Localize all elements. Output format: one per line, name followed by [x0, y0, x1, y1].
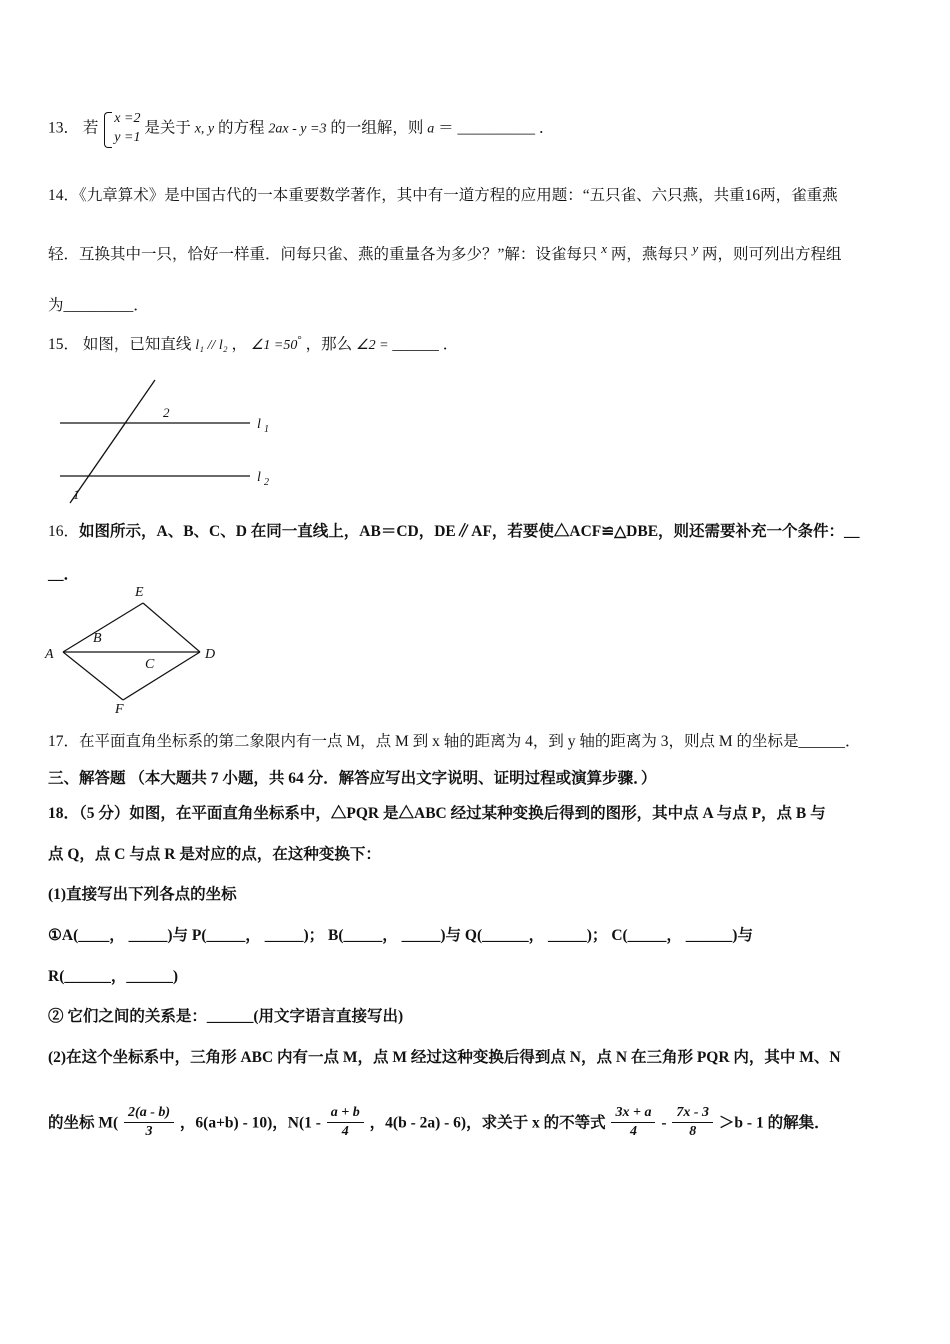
- svg-text:l: l: [257, 417, 261, 432]
- q15-degree-symbol: °: [297, 334, 302, 346]
- svg-text:E: E: [135, 585, 144, 600]
- q18-pt-a: ①A(____，: [48, 927, 125, 945]
- q18-text1: 如图，在平面直角坐标系中，△PQR 是△ABC 经过某种变换后得到的图形，其中点 A 与点 P，点 B 与: [129, 805, 826, 822]
- q14-text3: 为: [48, 296, 64, 314]
- q18-line2: 点 Q，点 C 与点 R 是对应的点，在这种变换下：: [48, 845, 381, 863]
- q14-var-x: x: [601, 240, 608, 256]
- q18-line8: [48, 1105, 928, 1140]
- q17-period: ．: [845, 733, 861, 750]
- q18-frac3-denominator: 4: [629, 1123, 637, 1139]
- q18-line4: [48, 922, 928, 951]
- q18-frac2-numerator: a + b: [330, 1104, 360, 1120]
- q18-line1: [48, 800, 928, 829]
- q15-parallel-lines: l₁ // l₂: [195, 338, 228, 354]
- question-13: [48, 110, 908, 148]
- q16-line1: [48, 518, 918, 547]
- svg-text:1: 1: [73, 487, 80, 502]
- q18-fraction-4: [672, 1105, 713, 1140]
- q13-mid2: 的方程: [218, 119, 265, 137]
- q14-line3: [48, 292, 918, 321]
- q18-score: （5 分）: [79, 805, 130, 822]
- q18-l8-e: ＞b - 1 的解集．: [718, 1114, 830, 1132]
- section-title: 三、解答题: [48, 770, 126, 787]
- q18-fraction-3: [611, 1105, 655, 1140]
- q18-pt-q: _____)与 Q(______，: [401, 927, 545, 945]
- q16-figure: [35, 580, 265, 715]
- question-15: [48, 330, 908, 360]
- q14-text2b: 两，燕每只: [610, 245, 689, 263]
- section-heading: [48, 765, 928, 794]
- q13-system-line2: y =1: [114, 129, 141, 145]
- q18-pt-q2: _____)；: [548, 927, 608, 945]
- q15-blank: ______: [392, 336, 439, 354]
- q14-number: 14．: [48, 187, 80, 204]
- q13-blank: __________: [457, 119, 535, 137]
- q18-pt-p2: _____)；: [264, 927, 325, 945]
- q18-l8-a: 的坐标 M(: [48, 1114, 119, 1132]
- q15-angle1: ∠1 =50: [250, 338, 298, 354]
- q13-var-a: a: [427, 121, 435, 137]
- q15-number: 15．: [48, 336, 80, 354]
- q13-system: [102, 110, 140, 148]
- q18-frac2-bar: [327, 1122, 364, 1123]
- svg-text:2: 2: [163, 405, 170, 420]
- svg-text:l: l: [257, 470, 261, 485]
- svg-text:D: D: [205, 647, 216, 662]
- q18-frac4-numerator: 7x - 3: [676, 1104, 710, 1120]
- q18-frac2-denominator: 4: [341, 1123, 349, 1139]
- question-17: [48, 728, 928, 757]
- q15-angle2: ∠2 =: [356, 338, 389, 354]
- question-18: [48, 800, 928, 1140]
- q17-text: 在平面直角坐标系的第二象限内有一点 M，点 M 到 x 轴的距离为 4，到 y 轴的距离为 3，则点 M 的坐标是: [79, 733, 799, 750]
- q18-fraction-1: [124, 1105, 174, 1140]
- q17-blank: ______: [798, 733, 845, 750]
- q13-vars: x, y: [194, 121, 215, 137]
- svg-text:F: F: [115, 702, 124, 715]
- q18-line6: ② 它们之间的关系是：______(用文字语言直接写出): [48, 1008, 404, 1026]
- q15-text-b: ，: [231, 336, 247, 354]
- q13-period: ．: [538, 119, 555, 137]
- svg-text:B: B: [93, 631, 102, 646]
- q18-pt-c2: ______)与: [685, 927, 753, 945]
- q15-text-a: 如图，已知直线: [82, 336, 192, 354]
- svg-text:2: 2: [264, 477, 269, 488]
- q18-frac1-bar: [124, 1122, 174, 1123]
- question-16: [48, 518, 918, 589]
- q18-frac3-numerator: 3x + a: [615, 1104, 652, 1120]
- svg-text:C: C: [145, 657, 155, 672]
- q16-number: 16．: [48, 523, 80, 540]
- q13-equation: 2ax - y =3: [268, 121, 327, 137]
- q14-text2c: 两，则可列出方程组: [701, 245, 842, 263]
- q13-lead: 若: [82, 119, 99, 137]
- q18-frac4-denominator: 8: [689, 1123, 697, 1139]
- q13-mid1: 是关于: [144, 119, 191, 137]
- q14-period: ．: [133, 296, 149, 314]
- q18-line7: (2)在这个坐标系中，三角形 ABC 内有一点 M，点 M 经过这种变换后得到点 N，点 N 在三角形 PQR 内，其中 M、N: [48, 1049, 841, 1067]
- q14-blank: _________: [63, 296, 134, 314]
- q18-fraction-2: [327, 1105, 364, 1140]
- q18-frac1-denominator: 3: [145, 1123, 153, 1139]
- svg-text:A: A: [45, 647, 54, 662]
- q18-frac3-bar: [611, 1122, 655, 1123]
- q14-text2a: 轻．互换其中一只，恰好一样重．问每只雀、燕的重量各为多少？”解：设雀每只: [48, 245, 598, 263]
- q13-equals: ＝: [438, 119, 454, 137]
- q16-text: 如图所示，A、B、C、D 在同一直线上，AB＝CD，DE∥AF，若要使△ACF≌△DBE，则还需要补充一个条件：__: [79, 523, 860, 540]
- q15-figure: [45, 375, 295, 520]
- q15-period: ．: [442, 336, 459, 354]
- q14-var-y: y: [692, 240, 699, 256]
- q15-text-c: ，那么: [305, 336, 353, 354]
- q14-line1: [48, 182, 918, 211]
- q13-number: 13．: [48, 119, 80, 137]
- q18-frac1-numerator: 2(a - b): [128, 1104, 171, 1120]
- q18-l8-c: ，4(b - 2a) - 6)，求关于 x 的不等式: [369, 1114, 606, 1132]
- q18-number: 18．: [48, 805, 80, 822]
- q18-l8-d: -: [661, 1114, 667, 1132]
- q18-pt-p: _____)与 P(_____，: [128, 927, 261, 945]
- q18-line5: R(______，______): [48, 967, 179, 985]
- q17-number: 17．: [48, 733, 80, 750]
- q16-line2: __．: [48, 565, 80, 583]
- section-detail: （本大题共 7 小题，共 64 分．解答应写出文字说明、证明过程或演算步骤．）: [129, 770, 657, 787]
- q18-l8-b: ，6(a+b) - 10)，N(1 -: [179, 1114, 321, 1132]
- q18-pt-b: B(_____，: [327, 927, 398, 945]
- q14-line2: [48, 237, 918, 270]
- q13-system-line1: x =2: [114, 111, 141, 126]
- svg-text:1: 1: [264, 424, 269, 435]
- q13-mid3: 的一组解，则: [330, 119, 424, 137]
- q18-pt-c: C(_____，: [611, 927, 682, 945]
- question-14: [48, 182, 918, 320]
- q14-text1: 《九章算术》是中国古代的一本重要数学著作，其中有一道方程的应用题：“五只雀、六只燕，共重16两，雀重燕: [79, 187, 838, 204]
- q18-line3: (1)直接写出下列各点的坐标: [48, 886, 237, 904]
- q16-figure-svg: [35, 580, 265, 715]
- q18-frac4-bar: [672, 1122, 713, 1123]
- q15-figure-svg: [45, 375, 295, 520]
